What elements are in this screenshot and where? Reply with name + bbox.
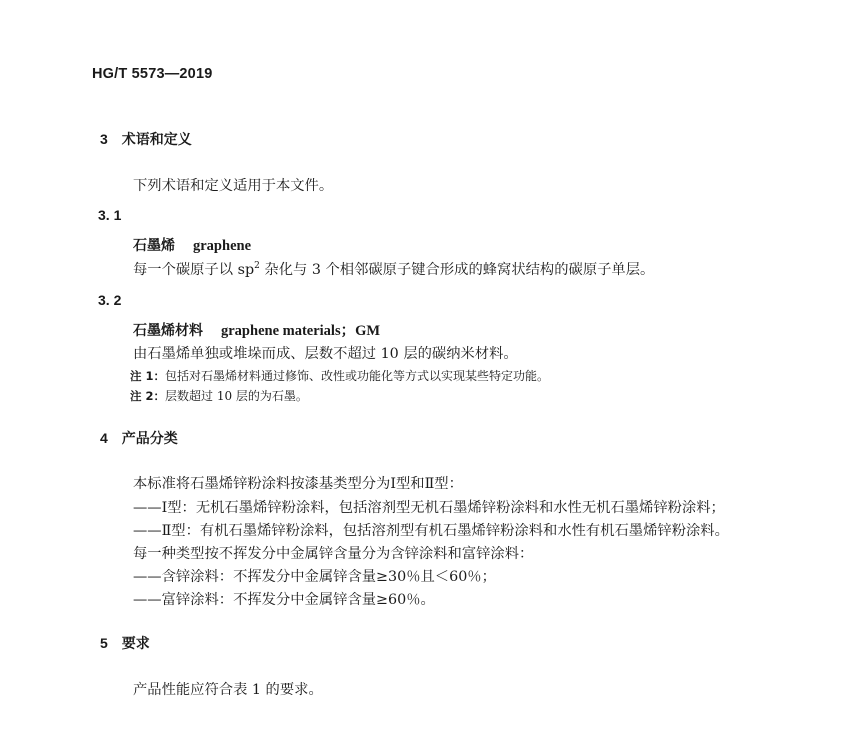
term-en: graphene materials；GM <box>221 323 381 339</box>
section-number: 4 <box>100 430 108 446</box>
term-zh: 石墨烯 <box>133 238 175 254</box>
section-5-heading <box>100 633 150 653</box>
section-number: 3 <box>100 131 108 147</box>
section-4-heading <box>100 428 178 448</box>
definition-text: 每一个碳原子以 sp <box>133 262 255 278</box>
section-number: 5 <box>100 635 108 651</box>
section-4-line: ——Ⅱ型：有机石墨烯锌粉涂料，包括溶剂型有机石墨烯锌粉涂料和水性有机石墨烯锌粉涂料。 <box>133 523 729 539</box>
standard-code: HG/T 5573—2019 <box>92 66 213 82</box>
section-title: 产品分类 <box>121 431 178 447</box>
definition-text: 杂化与 3 个相邻碳原子键合形成的蜂窝状结构的碳原子单层。 <box>259 262 655 278</box>
section-3-heading <box>100 129 192 149</box>
clause-3-1-definition <box>133 259 654 279</box>
clause-3-2-number: 3. 2 <box>98 292 122 308</box>
term-en: graphene <box>193 238 251 254</box>
note-text: 包括对石墨烯材料通过修饰、改性或功能化等方式以实现某些特定功能。 <box>165 369 550 383</box>
note-label: 注 2： <box>130 389 166 403</box>
clause-3-2-definition: 由石墨烯单独或堆垛而成、层数不超过 10 层的碳纳米材料。 <box>133 346 518 362</box>
section-5-line: 产品性能应符合表 1 的要求。 <box>133 682 323 698</box>
section-4-line: ——富锌涂料：不挥发分中金属锌含量≥60％。 <box>133 592 435 608</box>
clause-3-2-term <box>133 319 380 340</box>
clause-3-1-term <box>133 235 251 255</box>
section-title: 术语和定义 <box>121 132 192 148</box>
term-zh: 石墨烯材料 <box>133 323 203 339</box>
section-4-line: 本标准将石墨烯锌粉涂料按漆基类型分为Ⅰ型和Ⅱ型： <box>133 476 463 492</box>
section-4-line: ——Ⅰ型：无机石墨烯锌粉涂料，包括溶剂型无机石墨烯锌粉涂料和水性无机石墨烯锌粉涂料； <box>133 500 725 516</box>
note-label: 注 1： <box>130 369 166 383</box>
section-4-line: ——含锌涂料：不挥发分中金属锌含量≥30％且＜60％； <box>133 569 496 585</box>
clause-3-1-number: 3. 1 <box>98 207 122 223</box>
note-1 <box>130 365 549 384</box>
superscript: 2 <box>254 261 260 271</box>
note-2 <box>130 385 308 404</box>
note-text: 层数超过 10 层的为石墨。 <box>165 389 308 403</box>
section-4-line: 每一种类型按不挥发分中金属锌含量分为含锌涂料和富锌涂料： <box>133 546 534 562</box>
section-title: 要求 <box>121 636 150 652</box>
section-3-intro: 下列术语和定义适用于本文件。 <box>133 178 334 194</box>
